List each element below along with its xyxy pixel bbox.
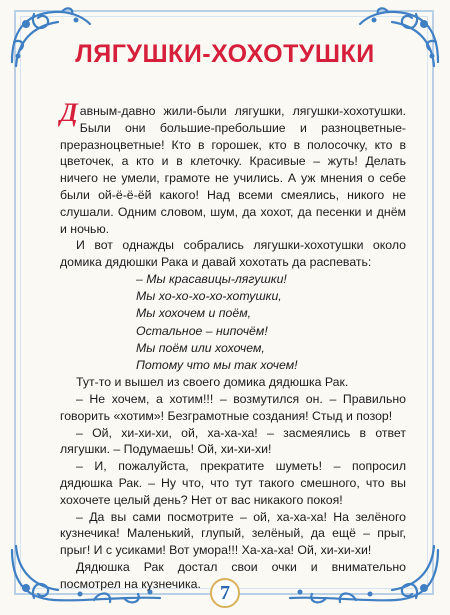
- paragraph: – И, пожалуйста, прекратите шуметь! – попросил дядюшка Рак. – Ну что, что тут такого смешного, что вы хохочете целый день? Нет от вас никакого покоя!: [60, 459, 406, 507]
- paragraph: Дядюшка Рак достал свои очки и внимательно посмотрел на кузнечика.: [60, 559, 406, 591]
- verse-line: Остальное – нипочём!: [136, 323, 268, 338]
- story-title: ЛЯГУШКИ-ХОХОТУШКИ: [75, 40, 375, 68]
- paragraph: Тут-то и вышел из своего домика дядюшка Рак.: [76, 375, 349, 390]
- verse-line: Мы хо-хо-хо-хо-хотушки,: [136, 289, 282, 304]
- page-number: 7: [210, 578, 240, 608]
- drop-cap: Д: [60, 98, 78, 127]
- verse-line: Мы поём или хохочем,: [136, 340, 265, 355]
- paragraph: [60, 98, 406, 237]
- story-text: [60, 98, 406, 593]
- paragraph: – Да вы сами посмотрите – ой, ха-ха-ха! На зелёного кузнечика! Маленький, глупый, зелёный, да ещё – прыг, прыг! И с усиками! Вот умора!!! Ха-ха-ха! Ой, хи-хи-хи!: [60, 509, 406, 558]
- paragraph: – Ой, хи-хи-хи, ой, ха-ха-ха! – засмеялись в ответ лягушки. – Подумаешь! Ой, хи-хи-хи!: [60, 425, 406, 457]
- paragraph: И вот однажды собрались лягушки-хохотушки около домика дядюшки Рака и давай хохотать да распевать:: [60, 238, 406, 270]
- paragraph-text: авным-давно жили-были лягушки, лягушки-хохотушки. Были они большие-пребольшие и разноцветные-преразноцветные! Кто в горошек, кто в полосочку, кто в цветочек, а кто и в клеточку. Красивые – жуть! Делать ничего не умели, грамоте не учились. А уж мнения о себе были ой-ё-ё-ёй какого! Над всеми смеялись, никого не слушали. Одним словом, шум, да хохот, да песенки и днём и ночью.: [60, 104, 406, 236]
- verse-line: Потому что мы так хочем!: [136, 357, 298, 372]
- verse-line: – Мы красавицы-лягушки!: [136, 271, 287, 286]
- paragraph: – Не хочем, а хотим!!! – возмутился он. – Правильно говорить «хотим»! Безграмотные создания! Стыд и позор!: [60, 391, 406, 423]
- verse-line: Мы хохочем и поём,: [136, 306, 252, 321]
- song-verse: [136, 271, 406, 374]
